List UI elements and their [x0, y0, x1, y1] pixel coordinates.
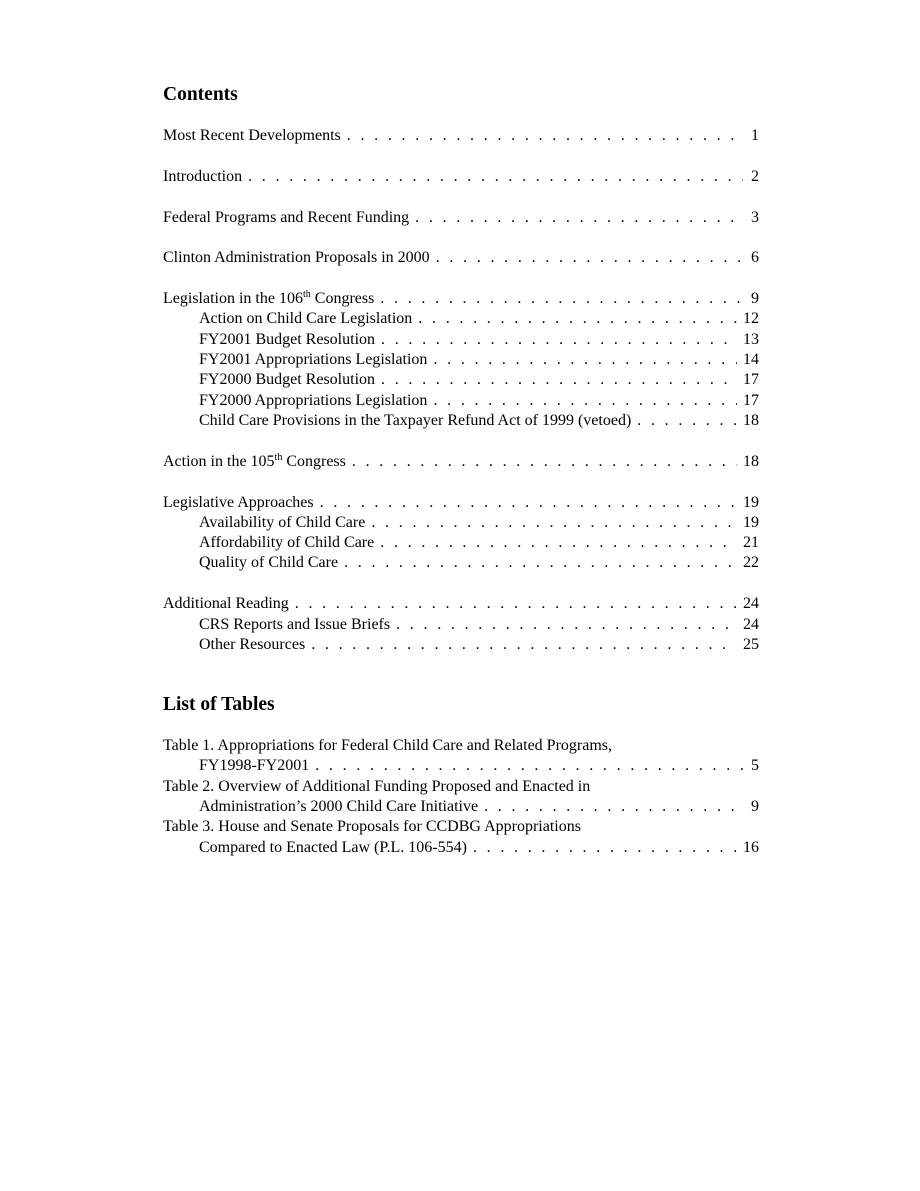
- toc-entry-page: 19: [743, 493, 759, 511]
- list-of-tables-heading: List of Tables: [163, 694, 275, 716]
- table-entry-1[interactable]: [163, 736, 759, 777]
- toc-entry-title: Affordability of Child Care: [199, 534, 375, 552]
- toc-entry-legislative-approaches[interactable]: [163, 493, 759, 513]
- table-entry-2[interactable]: [163, 777, 759, 818]
- toc-group: [163, 208, 759, 228]
- toc-entry-title: Legislative Approaches: [163, 493, 314, 511]
- toc-entry-page: 1: [751, 127, 759, 144]
- toc-entry-page: 24: [743, 595, 759, 613]
- toc-subentry-availability[interactable]: [163, 513, 759, 533]
- toc-subentry-quality[interactable]: [163, 553, 759, 573]
- dot-leader: [380, 533, 737, 553]
- toc-group: [163, 594, 759, 655]
- ordinal-suffix: th: [302, 289, 311, 301]
- toc-entry-page: 25: [743, 635, 759, 653]
- toc-entry-page: 18: [743, 411, 759, 429]
- table-caption-line2-row: [163, 797, 759, 817]
- toc-title-text: Legislation in the 106: [163, 290, 303, 308]
- dot-leader: [295, 594, 737, 614]
- dot-leader: [315, 756, 743, 776]
- toc-subentry-fy2001-budget[interactable]: [163, 330, 759, 350]
- toc-entry-title: CRS Reports and Issue Briefs: [199, 615, 391, 633]
- toc-subentry-fy2000-appropriations[interactable]: [163, 391, 759, 411]
- toc-entry-page: 12: [743, 310, 759, 328]
- toc-entry-introduction[interactable]: [163, 167, 759, 187]
- table-caption-line1: Table 1. Appropriations for Federal Child Care and Related Programs,: [163, 737, 612, 755]
- toc-entry-page: 6: [751, 249, 759, 267]
- dot-leader: [248, 167, 743, 187]
- toc-subentry-action-child-care[interactable]: [163, 309, 759, 329]
- toc-entry-most-recent-developments[interactable]: [163, 126, 759, 146]
- toc-entry-title: FY2000 Budget Resolution: [199, 371, 376, 389]
- dot-leader: [311, 635, 737, 655]
- ordinal-suffix: th: [274, 451, 283, 463]
- table-entry-page: 16: [743, 838, 759, 856]
- toc-entry-title: Action on Child Care Legislation: [199, 310, 413, 328]
- table-caption-line2-row: [163, 756, 759, 776]
- toc-entry-clinton-proposals[interactable]: [163, 248, 759, 268]
- toc-entry-title: Quality of Child Care: [199, 554, 339, 572]
- dot-leader: [371, 513, 737, 533]
- dot-leader: [436, 248, 743, 268]
- table-caption-line2: FY1998-FY2001: [199, 757, 310, 775]
- dot-leader: [484, 797, 743, 817]
- toc-entry-title: FY2001 Budget Resolution: [199, 330, 376, 348]
- toc-group: [163, 248, 759, 268]
- dot-leader: [344, 553, 737, 573]
- toc-title-text: Congress: [310, 290, 375, 308]
- table-entry-page: 5: [751, 757, 759, 775]
- toc-title-text: Action in the 105: [163, 452, 275, 470]
- toc-group: [163, 167, 759, 187]
- contents-heading: Contents: [163, 84, 238, 105]
- toc-entry-title: Most Recent Developments: [163, 127, 341, 144]
- table-caption-line1: Table 3. House and Senate Proposals for CCDBG Appropriations: [163, 818, 581, 836]
- toc-entry-title: [163, 452, 346, 472]
- toc-entry-title: Child Care Provisions in the Taxpayer Refund Act of 1999 (vetoed): [199, 411, 632, 429]
- toc-entry-title: Availability of Child Care: [199, 513, 366, 531]
- dot-leader: [347, 126, 743, 146]
- table-entry-3[interactable]: [163, 817, 759, 858]
- toc-subentry-affordability[interactable]: [163, 533, 759, 553]
- toc-title-text: Congress: [282, 452, 346, 470]
- toc-entry-page: 21: [743, 534, 759, 552]
- toc-subentry-fy2001-appropriations[interactable]: [163, 350, 759, 370]
- toc-subentry-other-resources[interactable]: [163, 635, 759, 655]
- toc-subentry-crs-reports[interactable]: [163, 615, 759, 635]
- toc-entry-page: 13: [743, 330, 759, 348]
- toc-entry-page: 22: [743, 554, 759, 572]
- toc-entry-page: 9: [751, 290, 759, 308]
- dot-leader: [380, 289, 743, 309]
- toc-entry-page: 17: [743, 391, 759, 409]
- document-page: [163, 0, 759, 858]
- toc-entry-page: 17: [743, 371, 759, 389]
- dot-leader: [415, 208, 743, 228]
- table-caption-line2-row: [163, 838, 759, 858]
- table-entry-page: 9: [751, 798, 759, 816]
- dot-leader: [352, 452, 737, 472]
- toc-entry-title: [163, 289, 374, 309]
- dot-leader: [433, 350, 737, 370]
- toc-entry-title: Additional Reading: [163, 595, 289, 613]
- dot-leader: [320, 493, 737, 513]
- toc-entry-page: 18: [743, 452, 759, 470]
- toc-entry-action-105th[interactable]: [163, 452, 759, 472]
- dot-leader: [381, 370, 737, 390]
- dot-leader: [473, 838, 737, 858]
- toc-subentry-fy2000-budget[interactable]: [163, 370, 759, 390]
- table-caption-line2: Compared to Enacted Law (P.L. 106-554): [199, 838, 467, 856]
- dot-leader: [396, 615, 737, 635]
- dot-leader: [433, 391, 737, 411]
- toc-entry-additional-reading[interactable]: [163, 594, 759, 614]
- toc-entry-title: Federal Programs and Recent Funding: [163, 208, 410, 226]
- toc-subentry-taxpayer-refund-act[interactable]: [163, 411, 759, 431]
- toc-entry-title: Clinton Administration Proposals in 2000: [163, 249, 430, 267]
- table-caption-line2: Administration’s 2000 Child Care Initiative: [199, 798, 479, 816]
- toc-entry-title: FY2001 Appropriations Legislation: [199, 351, 428, 369]
- dot-leader: [418, 309, 737, 329]
- dot-leader: [381, 330, 737, 350]
- toc-entry-federal-programs[interactable]: [163, 208, 759, 228]
- toc-entry-page: 24: [743, 615, 759, 633]
- toc-entry-page: 19: [743, 513, 759, 531]
- dot-leader: [637, 411, 737, 431]
- toc-entry-page: 3: [751, 208, 759, 226]
- toc-group: [163, 493, 759, 574]
- toc-group: [163, 126, 759, 146]
- toc-entry-legislation-106th[interactable]: [163, 289, 759, 309]
- toc-group: [163, 452, 759, 472]
- toc-entry-title: FY2000 Appropriations Legislation: [199, 391, 428, 409]
- toc-entry-title: Introduction: [163, 167, 243, 185]
- toc-entry-page: 14: [743, 351, 759, 369]
- table-caption-line1: Table 2. Overview of Additional Funding Proposed and Enacted in: [163, 777, 591, 795]
- toc-entry-page: 2: [751, 167, 759, 185]
- toc-entry-title: Other Resources: [199, 635, 306, 653]
- toc-group: [163, 289, 759, 431]
